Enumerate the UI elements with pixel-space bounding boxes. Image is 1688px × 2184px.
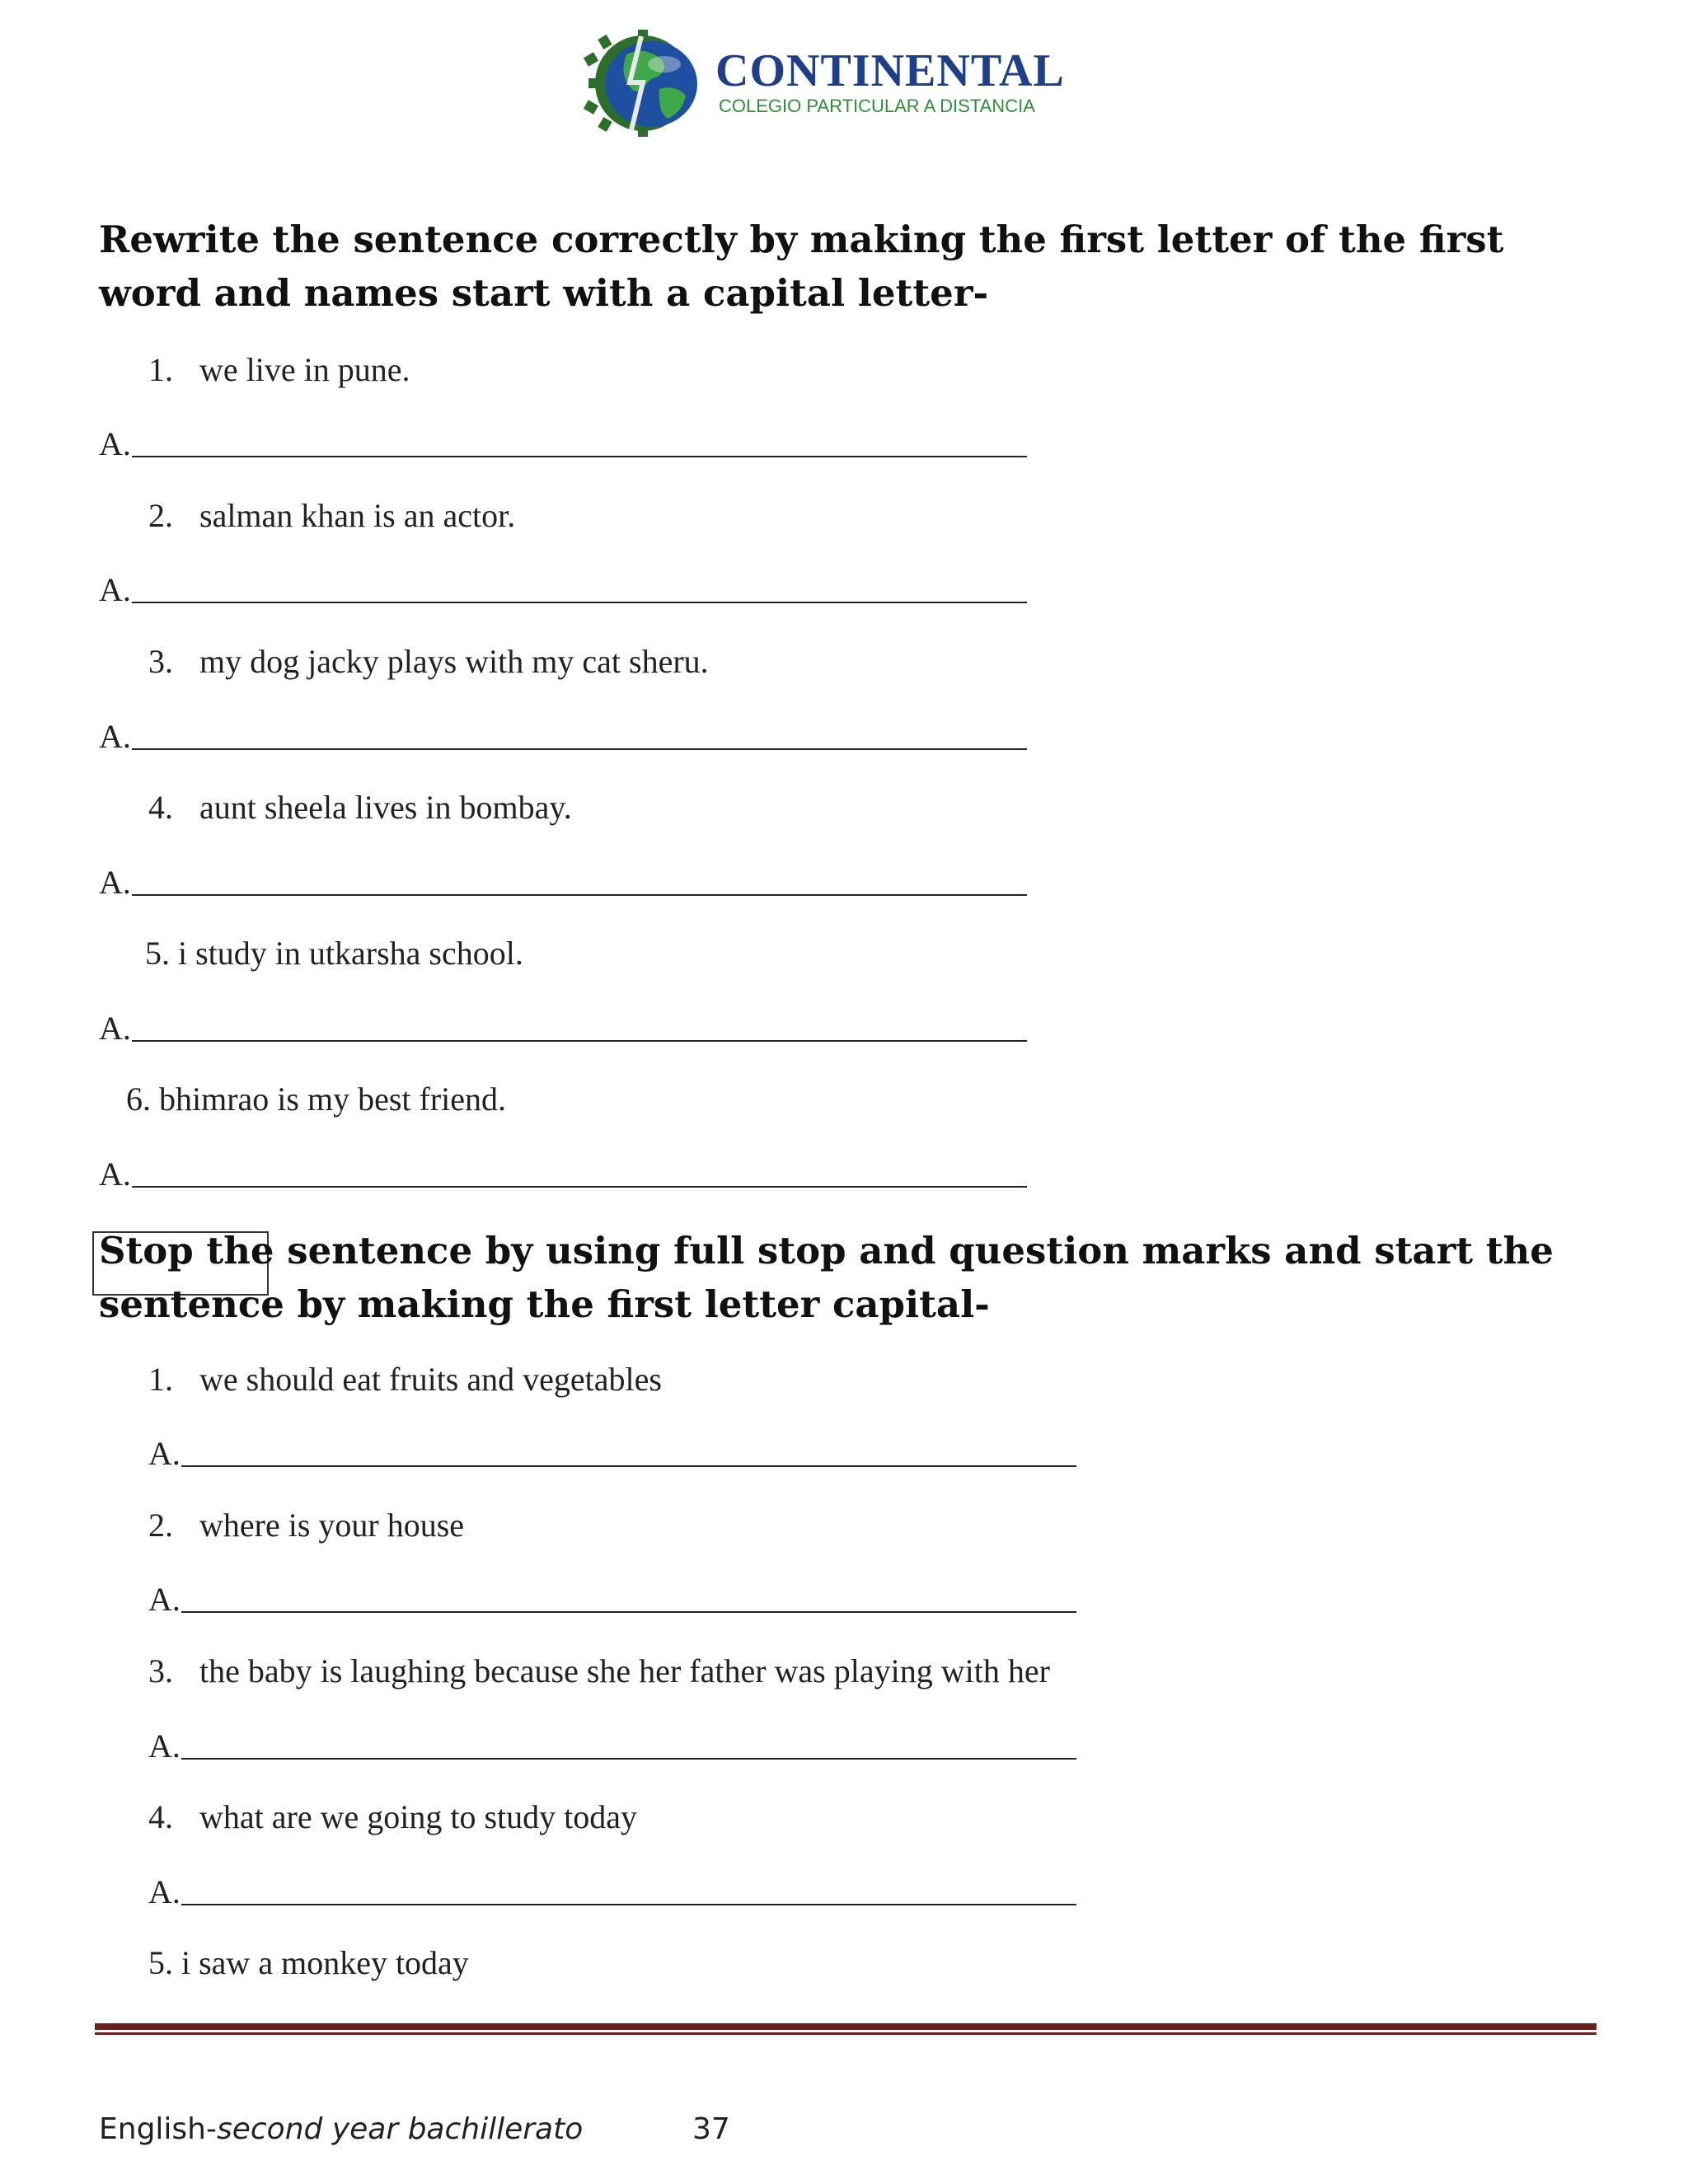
answer-line[interactable] [132, 456, 1027, 457]
question-text: what are we going to study today [199, 1798, 637, 1835]
question-number: 2. [148, 1507, 173, 1544]
footer-rule-thick [95, 2023, 1597, 2030]
question-text: bhimrao is my best friend. [159, 1080, 507, 1118]
answer-label: A. [148, 1581, 181, 1618]
question-text: the baby is laughing because she her father was playing with her [199, 1652, 1050, 1690]
question-text: salman khan is an actor. [199, 497, 516, 534]
answer-label: A. [148, 1873, 181, 1910]
question-number: 5. [148, 1944, 173, 1981]
footer-rule-thin [95, 2032, 1597, 2035]
answer-label: A. [99, 718, 131, 755]
question-item [148, 496, 515, 536]
question-number: 1. [148, 351, 173, 388]
question-text: we live in pune. [199, 351, 410, 388]
answer-label: A. [99, 425, 131, 462]
answer-label: A. [99, 864, 131, 901]
question-number: 6. [126, 1080, 151, 1118]
answer-label: A. [148, 1435, 181, 1472]
question-number: 1. [148, 1361, 173, 1398]
question-number: 3. [148, 1652, 173, 1690]
question-item [148, 350, 410, 390]
section2-heading: Stop the sentence by using full stop and question marks and start the sentence by making the first letter capital- [99, 1229, 1554, 1326]
page-number: 37 [692, 2112, 730, 2146]
logo-subtitle: COLEGIO PARTICULAR A DISTANCIA [719, 96, 1035, 116]
footer-course-name: second year bachillerato [216, 2112, 584, 2146]
answer-line[interactable] [132, 894, 1027, 896]
question-text: where is your house [199, 1507, 465, 1544]
question-number: 4. [148, 789, 173, 826]
question-item [148, 1506, 464, 1545]
question-text: we should eat fruits and vegetables [199, 1361, 662, 1398]
question-item [148, 1652, 1050, 1691]
question-item [148, 788, 572, 827]
question-text: i study in utkarsha school. [178, 935, 523, 972]
question-item [148, 1797, 637, 1837]
answer-label: A. [148, 1727, 181, 1765]
globe-gear-icon [577, 30, 709, 137]
question-number: 3. [148, 643, 173, 680]
answer-label: A. [99, 1155, 131, 1193]
question-text: aunt sheela lives in bombay. [199, 789, 572, 826]
logo-name: CONTINENTAL [715, 45, 1065, 96]
answer-label: A. [99, 1010, 131, 1047]
answer-line[interactable] [181, 1611, 1076, 1613]
answer-line[interactable] [132, 602, 1027, 603]
question-item [148, 1943, 469, 1983]
answer-line[interactable] [181, 1465, 1076, 1467]
question-number: 4. [148, 1798, 173, 1835]
footer-course [99, 2112, 583, 2146]
question-item [148, 1360, 662, 1399]
answer-line[interactable] [181, 1758, 1076, 1760]
question-item [145, 934, 523, 973]
question-text: i saw a monkey today [181, 1944, 469, 1981]
answer-line[interactable] [132, 1186, 1027, 1188]
section1-heading: Rewrite the sentence correctly by making the first letter of the first word and names start with a capital letter- [99, 218, 1504, 315]
question-item [148, 642, 709, 682]
question-number: 2. [148, 497, 173, 534]
answer-line[interactable] [132, 1040, 1027, 1042]
question-item [126, 1080, 506, 1119]
answer-label: A. [99, 571, 131, 608]
school-logo [577, 30, 1065, 137]
question-text: my dog jacky plays with my cat sheru. [199, 643, 709, 680]
answer-line[interactable] [181, 1904, 1076, 1905]
answer-line[interactable] [132, 748, 1027, 750]
question-number: 5. [145, 935, 170, 972]
footer-subject: English- [99, 2112, 217, 2146]
